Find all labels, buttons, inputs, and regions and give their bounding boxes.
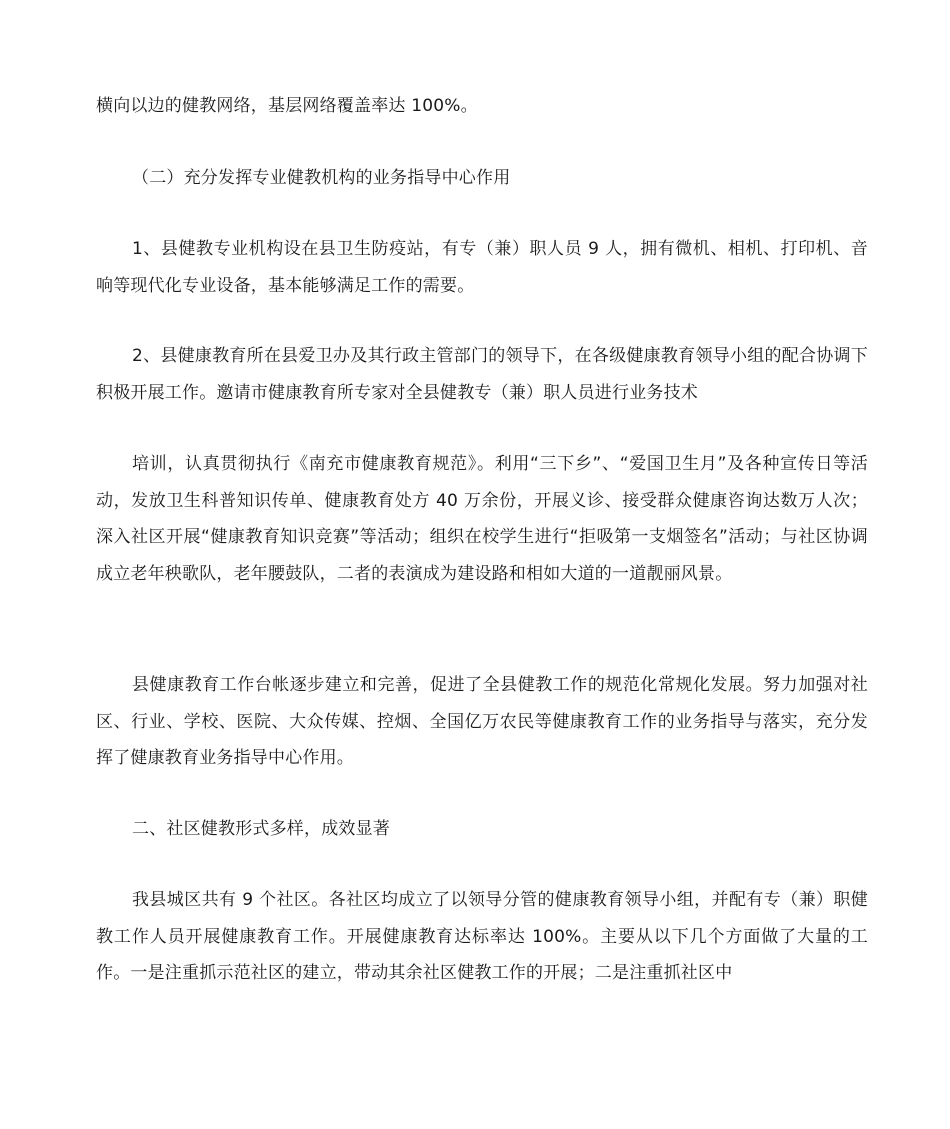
paragraph-records-guidance: 县健康教育工作台帐逐步建立和完善，促进了全县健教工作的规范化常规化发展。努力加强对社区、行业、学校、医院、大众传媒、控烟、全国亿万农民等健康教育工作的业务指导与落实，充分发挥了健康教育业务指导中心作用。 bbox=[96, 675, 868, 768]
paragraph-community-overview: 我县城区共有 9 个社区。各社区均成立了以领导分管的健康教育领导小组，并配有专（兼）职健教工作人员开展健康教育工作。开展健康教育达标率达 100%。主要从以下几个方面做了大量的工作。一是注重抓示范社区的建立，带动其余社区健教工作的开展；二是注重抓社区中 bbox=[96, 890, 868, 983]
paragraph-item-2: 2、县健康教育所在县爱卫办及其行政主管部门的领导下，在各级健康教育领导小组的配合协调下积极开展工作。邀请市健康教育所专家对全县健教专（兼）职人员进行业务技术 bbox=[96, 346, 868, 403]
paragraph-item-1: 1、县健教专业机构设在县卫生防疫站，有专（兼）职人员 9 人，拥有微机、相机、打印机、音响等现代化专业设备，基本能够满足工作的需要。 bbox=[96, 239, 868, 296]
paragraph-network-coverage: 横向以边的健教网络，基层网络覆盖率达 100%。 bbox=[96, 96, 478, 116]
section-heading-professional-institution: （二）充分发挥专业健教机构的业务指导中心作用 bbox=[132, 168, 511, 188]
section-heading-community-education: 二、社区健教形式多样，成效显著 bbox=[132, 819, 390, 839]
paragraph-training-activities: 培训，认真贯彻执行《南充市健康教育规范》。利用“三下乡”、“爱国卫生月”及各种宣传日等活动，发放卫生科普知识传单、健康教育处方 40 万余份，开展义诊、接受群众健康咨询达数万人次；深入社区开展“健康教育知识竞赛”等活动；组织在校学生进行“拒吸第一支烟签名”活动；与社区协调成立老年秧歌队，老年腰鼓队，二者的表演成为建设路和相如大道的一道靓丽风景。 bbox=[96, 454, 868, 584]
